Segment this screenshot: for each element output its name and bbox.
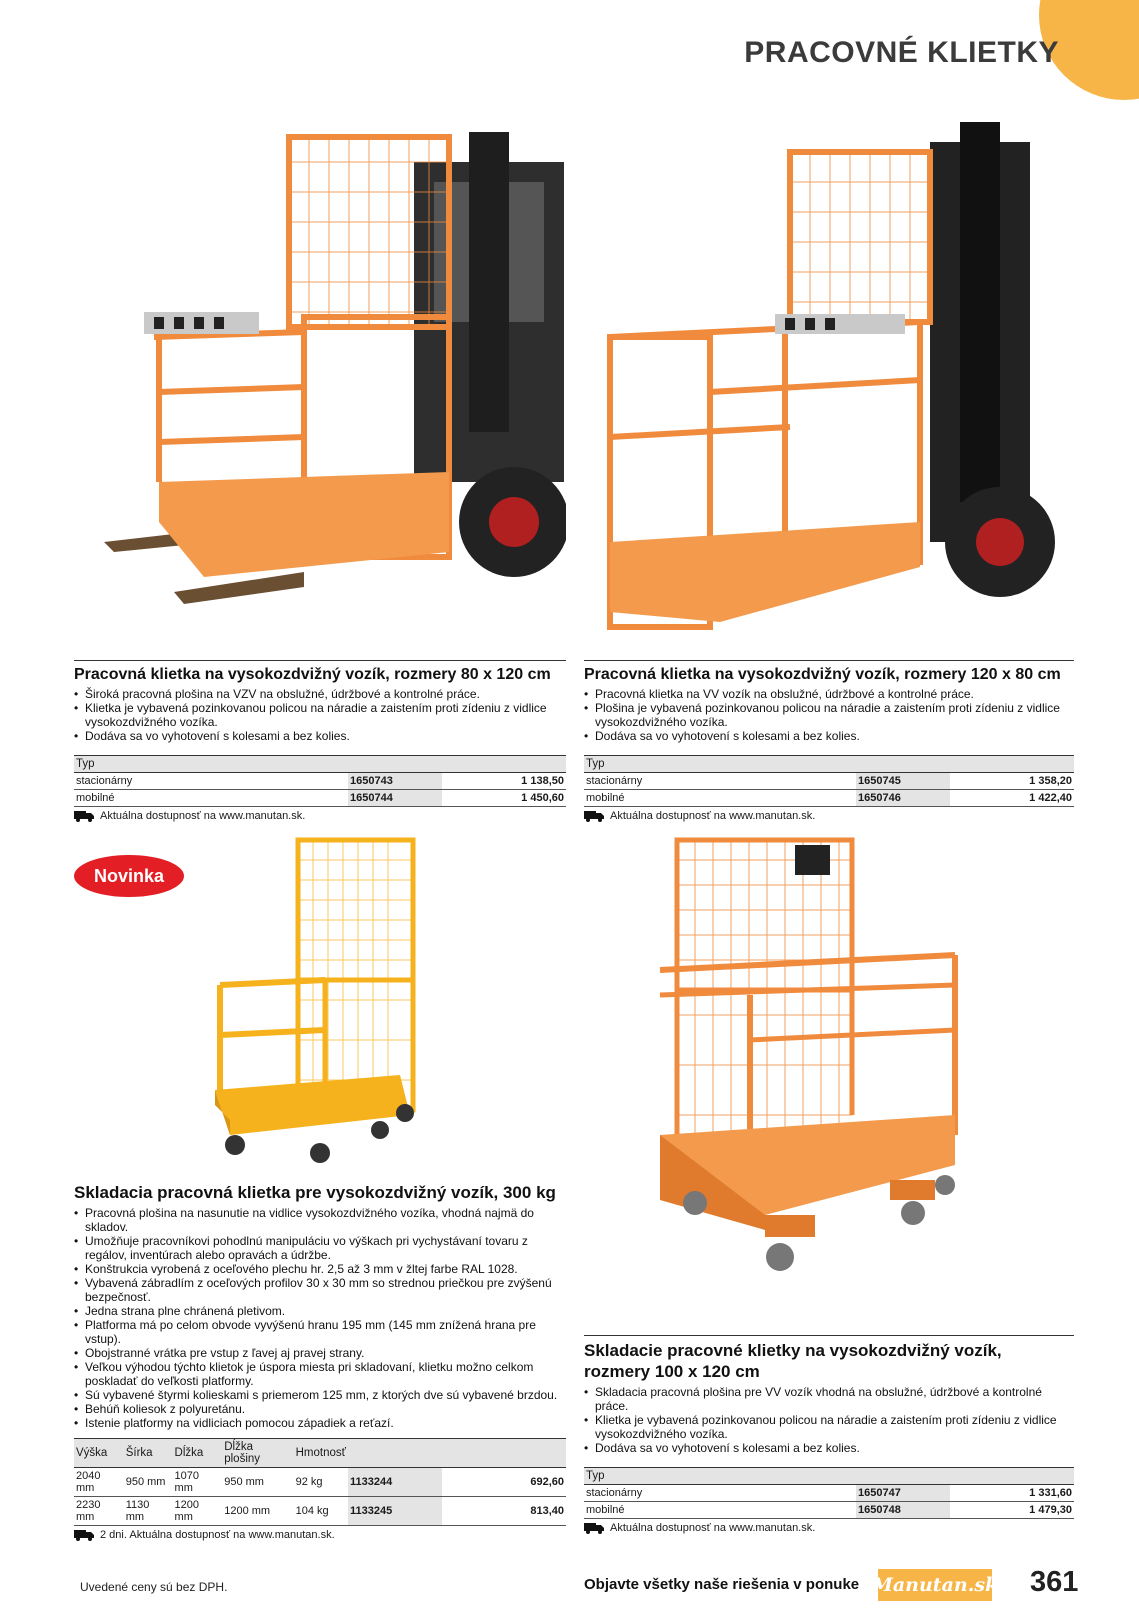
product-divider (74, 660, 566, 661)
price-cell: 1 479,30 (970, 1502, 1074, 1519)
feature-item: • Sú vybavené štyrmi kolieskami s priemerom 125 mm, z ktorých dve sú vybavené brzdou. (74, 1388, 566, 1402)
length-cell: 1070 mm (173, 1468, 223, 1497)
delivery-truck-icon (584, 1523, 604, 1534)
delivery-truck-icon (74, 811, 94, 822)
feature-list (74, 1206, 566, 1430)
order-code[interactable]: 1650748 (856, 1502, 950, 1519)
price-table (74, 755, 566, 807)
availability-note (584, 1522, 1074, 1534)
price-cell: 1 331,60 (970, 1485, 1074, 1502)
height-cell: 2040 mm (74, 1468, 124, 1497)
order-code[interactable]: 1650746 (856, 790, 950, 807)
weight-cell: 104 kg (294, 1497, 348, 1526)
product-cage-80x120 (74, 660, 566, 822)
table-row (584, 1485, 1074, 1502)
manutan-logo[interactable]: Manutan.sk (878, 1569, 992, 1601)
feature-list (584, 687, 1074, 743)
order-code[interactable]: 1650745 (856, 773, 950, 790)
table-row (584, 790, 1074, 807)
product-photo-yellow-folding-cage (200, 835, 440, 1170)
feature-item: • Klietka je vybavená pozinkovanou policou na náradie a zaistením proti zídeniu z vidlice vysokozdvižného vozíka. (74, 701, 566, 729)
feature-item: • Platforma má po celom obvode vyvýšenú hranu 195 mm (145 mm znížená hrana pre vstup). (74, 1318, 566, 1346)
feature-item: • Dodáva sa vo vyhotovení s kolesami a bez kolies. (74, 729, 566, 743)
page-number: 361 (1030, 1566, 1079, 1598)
feature-item: • Vybavená zábradlím z oceľových profilov 30 x 30 mm so strednou priečkou pre zvýšenú bezpečnosť. (74, 1276, 566, 1304)
type-cell: mobilné (584, 790, 856, 807)
width-cell: 950 mm (124, 1468, 173, 1497)
table-row (584, 773, 1074, 790)
price-cell: 1 450,60 (462, 790, 566, 807)
price-cell: 813,40 (462, 1497, 566, 1526)
feature-item: • Istenie platformy na vidliciach pomocou západiek a reťazí. (74, 1416, 566, 1430)
table-row (74, 1468, 566, 1497)
availability-text[interactable]: Aktuálna dostupnosť na www.manutan.sk. (100, 810, 306, 822)
type-cell: stacionárny (74, 773, 348, 790)
feature-item: • Klietka je vybavená pozinkovanou policou na náradie a zaistením proti zídeniu z vidlice vysokozdvižného vozíka. (584, 1413, 1074, 1441)
table-header-height: Výška (74, 1439, 124, 1468)
feature-item: • Konštrukcia vyrobená z oceľového plechu hr. 2,5 až 3 mm v žltej farbe RAL 1028. (74, 1262, 566, 1276)
new-badge: Novinka (74, 855, 184, 897)
table-header-length: Dĺžka (173, 1439, 223, 1468)
feature-item: • Skladacia pracovná plošina pre VV vozík vhodná na obslužné, údržbové a kontrolné práce. (584, 1385, 1074, 1413)
product-photo-cage-80x120 (74, 122, 566, 642)
feature-item: • Jedna strana plne chránená pletivom. (74, 1304, 566, 1318)
feature-item: • Široká pracovná plošina na VZV na obslužné, údržbové a kontrolné práce. (74, 687, 566, 701)
availability-note (584, 810, 1074, 822)
price-table (584, 755, 1074, 807)
platform-cell: 950 mm (222, 1468, 293, 1497)
type-cell: mobilné (584, 1502, 856, 1519)
feature-item: • Dodáva sa vo vyhotovení s kolesami a bez kolies. (584, 729, 1074, 743)
table-header-weight: Hmotnosť (294, 1439, 348, 1468)
availability-text[interactable]: Aktuálna dostupnosť na www.manutan.sk. (610, 810, 816, 822)
table-header-platform-length: Dĺžka plošiny (222, 1439, 293, 1468)
table-header-type: Typ (584, 756, 1074, 773)
order-code[interactable]: 1133244 (348, 1468, 442, 1497)
availability-note (74, 810, 566, 822)
feature-item: • Veľkou výhodou týchto klietok je úspora miesta pri skladovaní, klietku možno celkom poskladať do veľkosti platformy. (74, 1360, 566, 1388)
type-cell: stacionárny (584, 1485, 856, 1502)
height-cell: 2230 mm (74, 1497, 124, 1526)
feature-item: • Plošina je vybavená pozinkovanou policou na náradie a zaistením proti zídeniu z vidlice vysokozdvižného vozíka. (584, 701, 1074, 729)
footer-cta: Objavte všetky naše riešenia v ponuke (584, 1576, 860, 1593)
product-title: Skladacia pracovná klietka pre vysokozdvižný vozík, 300 kg (74, 1183, 556, 1202)
product-orange-folding-cage (584, 1335, 1074, 1534)
product-yellow-folding-cage (74, 1178, 566, 1541)
weight-cell: 92 kg (294, 1468, 348, 1497)
feature-item: • Umožňuje pracovníkovi pohodlnú manipuláciu vo výškach pri vychystávaní tovaru z regálov, inventúrach alebo opravách a údržbe. (74, 1234, 566, 1262)
product-title: Pracovná klietka na vysokozdvižný vozík, rozmery 120 x 80 cm (584, 666, 1061, 683)
availability-text[interactable]: Aktuálna dostupnosť na www.manutan.sk. (610, 1522, 816, 1534)
product-cage-120x80 (584, 660, 1074, 822)
table-row (584, 1502, 1074, 1519)
price-table (74, 1438, 566, 1526)
product-divider (584, 1335, 1074, 1336)
table-header-type: Typ (584, 1468, 1074, 1485)
length-cell: 1200 mm (173, 1497, 223, 1526)
feature-item: • Dodáva sa vo vyhotovení s kolesami a bez kolies. (584, 1441, 1074, 1455)
feature-item: • Behúň koliesok z polyuretánu. (74, 1402, 566, 1416)
order-code[interactable]: 1650744 (348, 790, 442, 807)
price-cell: 1 358,20 (970, 773, 1074, 790)
feature-list (584, 1385, 1074, 1455)
feature-item: • Obojstranné vrátka pre vstup z ľavej aj pravej strany. (74, 1346, 566, 1360)
order-code[interactable]: 1650743 (348, 773, 442, 790)
product-photo-orange-folding-cage (655, 835, 1015, 1305)
width-cell: 1130 mm (124, 1497, 173, 1526)
price-cell: 692,60 (462, 1468, 566, 1497)
table-row (74, 773, 566, 790)
table-header-width: Šírka (124, 1439, 173, 1468)
price-cell: 1 422,40 (970, 790, 1074, 807)
order-code[interactable]: 1650747 (856, 1485, 950, 1502)
price-table (584, 1467, 1074, 1519)
product-divider (584, 660, 1074, 661)
product-title-line1: Skladacie pracovné klietky na vysokozdvižný vozík, (584, 1341, 1002, 1360)
price-note: Uvedené ceny sú bez DPH. (80, 1580, 228, 1594)
availability-note (74, 1529, 566, 1541)
feature-item: • Pracovná plošina na nasunutie na vidlice vysokozdvižného vozíka, vhodná najmä do skladov. (74, 1206, 566, 1234)
table-row (74, 1497, 566, 1526)
product-photo-cage-120x80 (600, 122, 1070, 642)
table-header-type: Typ (74, 756, 566, 773)
page-title: PRACOVNÉ KLIETKY (744, 36, 1059, 69)
feature-list (74, 687, 566, 743)
type-cell: stacionárny (584, 773, 856, 790)
type-cell: mobilné (74, 790, 348, 807)
platform-cell: 1200 mm (222, 1497, 293, 1526)
feature-item: • Pracovná klietka na VV vozík na obslužné, údržbové a kontrolné práce. (584, 687, 1074, 701)
price-cell: 1 138,50 (462, 773, 566, 790)
product-title-line2: rozmery 100 x 120 cm (584, 1362, 760, 1381)
delivery-truck-icon (74, 1530, 94, 1541)
table-row (74, 790, 566, 807)
delivery-truck-icon (584, 811, 604, 822)
product-title: Pracovná klietka na vysokozdvižný vozík, rozmery 80 x 120 cm (74, 666, 551, 683)
availability-text[interactable]: 2 dni. Aktuálna dostupnosť na www.manutan.sk. (100, 1529, 335, 1541)
order-code[interactable]: 1133245 (348, 1497, 442, 1526)
